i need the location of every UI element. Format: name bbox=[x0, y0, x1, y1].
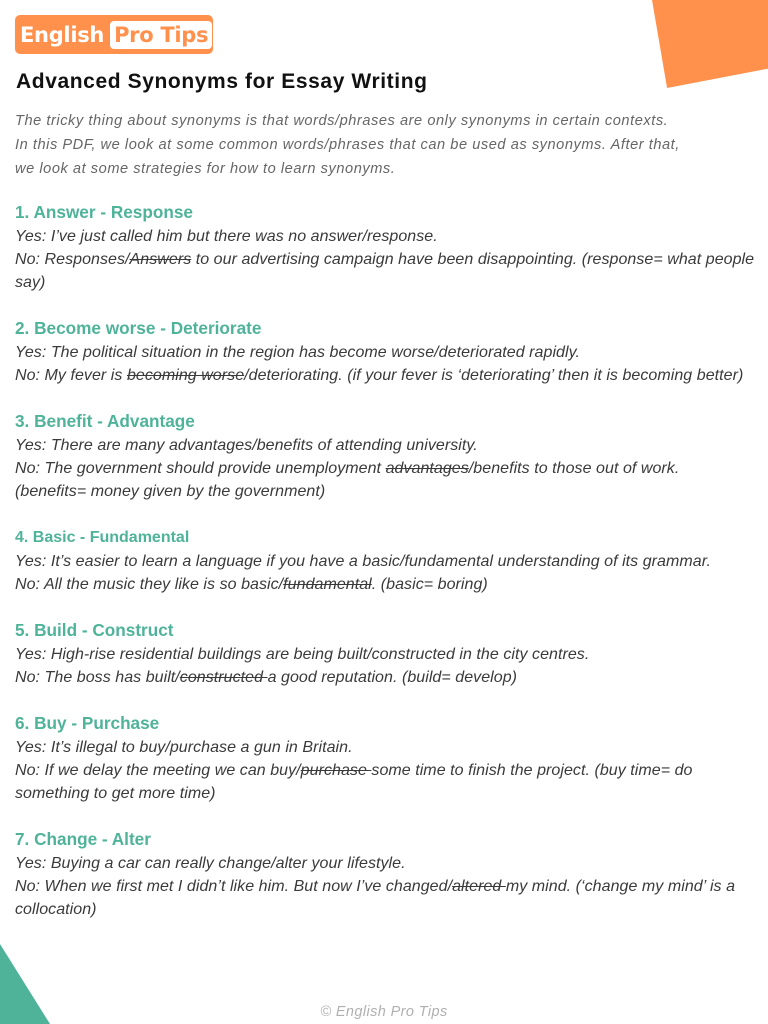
intro-line: The tricky thing about synonyms is that words/phrases are only synonyms in certain contexts. bbox=[15, 113, 669, 129]
no-example bbox=[15, 666, 755, 689]
synonym-list bbox=[15, 200, 755, 943]
synonym-section-3 bbox=[15, 409, 755, 503]
section-heading: 2. Become worse - Deteriorate bbox=[15, 318, 262, 338]
no-example bbox=[15, 875, 755, 921]
no-example bbox=[15, 248, 755, 294]
no-example-end: some time to finish the project. (buy time= do something to get more time) bbox=[15, 762, 693, 802]
synonym-section-5 bbox=[15, 618, 755, 689]
yes-example: Yes: It’s easier to learn a language if you have a basic/fundamental understanding of its grammar. bbox=[15, 553, 711, 570]
synonym-section-4 bbox=[15, 525, 755, 596]
struck-word: purchase bbox=[300, 762, 372, 779]
synonym-section-7 bbox=[15, 827, 755, 921]
section-heading: 5. Build - Construct bbox=[15, 620, 174, 640]
synonym-section-1 bbox=[15, 200, 755, 294]
struck-word: constructed bbox=[179, 669, 268, 686]
yes-example: Yes: It’s illegal to buy/purchase a gun in Britain. bbox=[15, 739, 353, 756]
no-example-start: No: If we delay the meeting we can buy/ bbox=[15, 762, 301, 779]
no-example-end: to our advertising campaign have been disappointing. (response= what people say) bbox=[15, 251, 755, 291]
synonym-section-6 bbox=[15, 711, 755, 805]
no-example-end: /deteriorating. (if your fever is ‘deteriorating’ then it is becoming better) bbox=[244, 367, 744, 384]
section-heading: 3. Benefit - Advantage bbox=[15, 411, 195, 431]
logo-text-english: English bbox=[20, 22, 105, 47]
struck-word: advantages bbox=[385, 460, 469, 477]
page-title: Advanced Synonyms for Essay Writing bbox=[16, 70, 428, 93]
section-heading: 7. Change - Alter bbox=[15, 829, 151, 849]
no-example-start: No: The government should provide unemployment bbox=[15, 460, 386, 477]
yes-example: Yes: There are many advantages/benefits of attending university. bbox=[15, 437, 478, 454]
intro-line: we look at some strategies for how to learn synonyms. bbox=[15, 161, 396, 177]
no-example-start: No: All the music they like is so basic/ bbox=[15, 576, 284, 593]
section-heading: 1. Answer - Response bbox=[15, 202, 193, 222]
intro-paragraph bbox=[15, 109, 750, 181]
synonym-section-2 bbox=[15, 316, 755, 387]
no-example bbox=[15, 364, 755, 387]
struck-word: fundamental bbox=[283, 576, 372, 593]
logo-text-pro-tips: Pro Tips bbox=[110, 21, 212, 49]
no-example bbox=[15, 457, 755, 503]
yes-example: Yes: Buying a car can really change/alter your lifestyle. bbox=[15, 855, 406, 872]
section-heading: 4. Basic - Fundamental bbox=[15, 529, 190, 546]
yes-example: Yes: I’ve just called him but there was no answer/response. bbox=[15, 228, 438, 245]
no-example-start: No: When we first met I didn’t like him. But now I’ve changed/ bbox=[15, 878, 453, 895]
section-heading: 6. Buy - Purchase bbox=[15, 713, 160, 733]
footer-copyright: © English Pro Tips bbox=[320, 1004, 448, 1020]
intro-line: In this PDF, we look at some common words/phrases that can be used as synonyms. After that, bbox=[15, 137, 680, 153]
no-example-start: No: Responses/ bbox=[15, 251, 130, 268]
no-example-end: a good reputation. (build= develop) bbox=[267, 669, 518, 686]
corner-decoration-orange bbox=[652, 0, 768, 88]
brand-logo bbox=[15, 15, 213, 54]
yes-example: Yes: High-rise residential buildings are being built/constructed in the city centres. bbox=[15, 646, 590, 663]
no-example-end: /benefits to those out of work. (benefits= money given by the government) bbox=[15, 460, 680, 500]
yes-example: Yes: The political situation in the region has become worse/deteriorated rapidly. bbox=[15, 344, 580, 361]
no-example-end: my mind. (‘change my mind’ is a collocation) bbox=[15, 878, 736, 918]
no-example-end: . (basic= boring) bbox=[371, 576, 488, 593]
struck-word: becoming worse bbox=[126, 367, 245, 384]
struck-word: altered bbox=[452, 878, 506, 895]
no-example bbox=[15, 759, 755, 805]
no-example bbox=[15, 573, 755, 596]
no-example-start: No: The boss has built/ bbox=[15, 669, 180, 686]
no-example-start: No: My fever is bbox=[15, 367, 127, 384]
struck-word: Answers bbox=[129, 251, 192, 268]
